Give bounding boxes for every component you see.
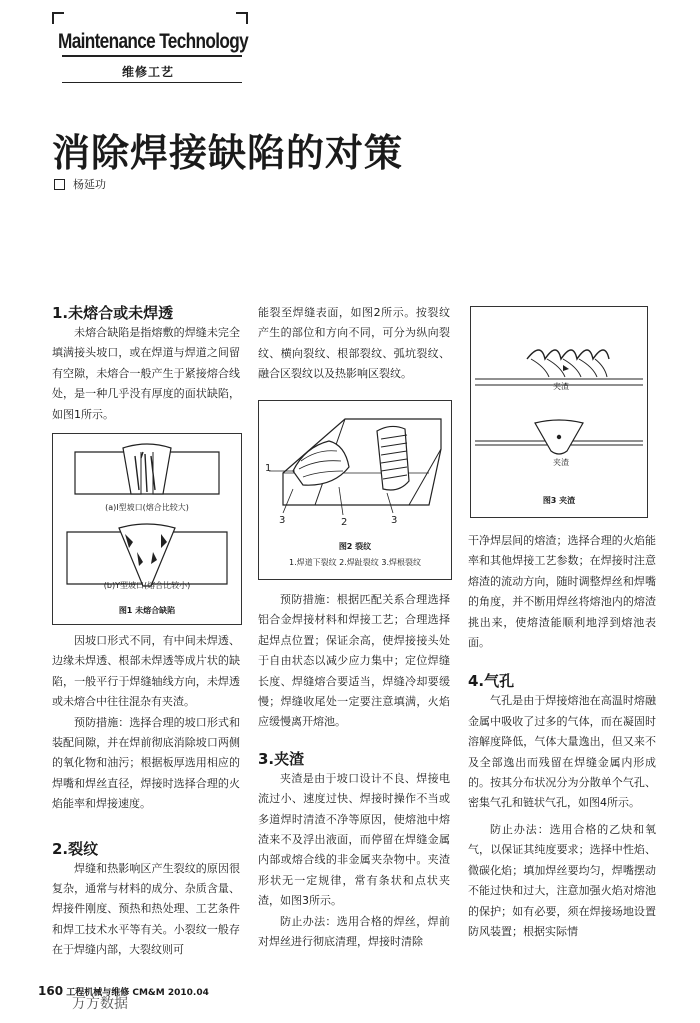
figure-3 [470,306,648,518]
figure-2-number-1: 1 [265,463,272,474]
figure-1-label-b: (b)Y型坡口(熔合比较小) [103,581,191,590]
watermark: 万方数据 [72,996,128,1012]
paragraph: 预防措施：选择合理的坡口形式和装配间隙，并在焊前彻底消除坡口两侧的氧化物和油污；根据板厚选用相应的焊嘴和焊丝直径，焊接时选择合理的火焰能率和焊接速度。 [52,715,240,811]
paragraph: 防止办法：选用合格的焊丝，焊前对焊丝进行彻底清理，焊接时清除 [258,914,450,949]
column-2-top [258,303,450,385]
paragraph: 因坡口形式不同，有中间未焊透、边缘未焊透、根部未焊透等成片状的缺陷，一般平行于焊缝轴线方向，未焊透或未熔合中往往混杂有夹渣。 [52,634,240,709]
figure-3-label-2: 夹渣 [553,458,569,467]
section-label: 维修工艺 [122,65,175,79]
paragraph: 气孔是由于焊接熔池在高温时熔融金属中吸收了过多的气体，而在凝固时溶解度降低，气体大量逸出，但又来不及全部逸出而残留在焊缝金属内形成的。按其分布状况分为分散单个气孔、密集气孔和链状气孔，如图4所示。 [468,694,656,810]
figure-2 [258,400,452,580]
paragraph: 夹渣是由于坡口设计不良、焊接电流过小、速度过快、焊接时操作不当或多道焊时清渣不净等原因，使熔池中熔渣来不及浮出液面，而停留在焊缝金属内部或熔合线的非金属夹杂物中。夹渣形状无一定规律，常有条状和点状夹渣，如图3所示。 [258,771,450,908]
column-1-top [52,303,240,425]
author-line [54,176,106,192]
figure-1-drawing [53,434,241,624]
figure-2-legend: 1.焊道下裂纹 2.焊趾裂纹 3.焊根裂纹 [289,558,421,567]
article-title: 消除焊接缺陷的对策 [52,131,404,175]
heading-2: 2.裂纹 [52,839,99,858]
brand-title: Maintenance Technology [58,30,249,53]
header-rule-top [62,55,242,57]
issue-number: CM&M 2010.04 [132,988,209,998]
figure-3-caption: 图3 夹渣 [542,496,576,505]
figure-1 [52,433,242,625]
figure-3-label-1: 夹渣 [553,382,569,391]
figure-2-number-2: 2 [341,517,348,528]
heading-3: 3.夹渣 [258,749,305,768]
corner-mark-top-left [52,12,64,24]
page-number: 160 [38,984,64,998]
column-1-bottom [52,631,240,961]
figure-2-number-3b: 3 [391,515,398,526]
paragraph: 能裂至焊缝表面，如图2所示。按裂纹产生的部位和方向不同，可分为纵向裂纹、横向裂纹、根部裂纹、弧坑裂纹、融合区裂纹以及热影响区裂纹。 [258,306,450,381]
header-rule-bottom [62,82,242,83]
paragraph: 预防措施：根据匹配关系合理选择铝合金焊接材料和焊接工艺；合理选择起焊点位置；保证余高，使焊接接头处于自由状态以减少应力集中；定位焊缝长度、焊缝熔合要适当，焊缝冷却要缓慢；焊缝收尾处一定要注意填满，火焰应缓慢离开熔池。 [258,593,450,729]
figure-2-drawing [259,401,451,579]
figure-3-drawing [471,307,647,517]
figure-1-caption: 图1 未熔合缺陷 [118,606,176,615]
figure-2-caption: 图2 裂纹 [338,542,372,551]
paragraph: 防止办法：选用合格的乙炔和氧气，以保证其纯度要求；选择中性焰、微碳化焰；填加焊丝要均匀，焊嘴摆动不能过快和过大，注意加强火焰对熔池的保护；如有必要，须在焊接场地设置防风装置；根据实际情 [468,822,656,938]
author-name: 杨延功 [73,178,106,191]
paragraph: 焊缝和热影响区产生裂纹的原因很复杂，通常与材料的成分、杂质含量、焊接件刚度、预热和热处理、工艺条件和焊工技术水平等有关。小裂纹一般存在于焊缝内部，大裂纹则可 [52,861,240,957]
heading-1: 1.未熔合或未焊透 [52,304,174,322]
column-3 [468,531,656,942]
author-box-icon [54,179,65,190]
paragraph: 干净焊层间的熔渣；选择合理的火焰能率和其他焊接工艺参数；在焊接时注意熔渣的流动方向，随时调整焊丝和焊嘴的角度，并不断用焊丝将熔池内的熔渣挑出来，使熔渣能顺利地浮到熔池表面。 [468,534,656,650]
figure-2-number-3a: 3 [279,515,286,526]
heading-4: 4.气孔 [468,672,515,691]
column-2-bottom [258,590,450,953]
corner-mark-top-right [236,12,248,24]
paragraph: 未熔合缺陷是指熔敷的焊缝未完全填满接头坡口，或在焊道与焊道之间留有空隙，未熔合一般产生于紧接熔合线处，是一种几乎没有厚度的面状缺陷，如图1所示。 [52,326,240,421]
magazine-name: 工程机械与维修 [66,988,130,998]
figure-1-label-a: (a)I型坡口(熔合比较大) [105,503,189,512]
